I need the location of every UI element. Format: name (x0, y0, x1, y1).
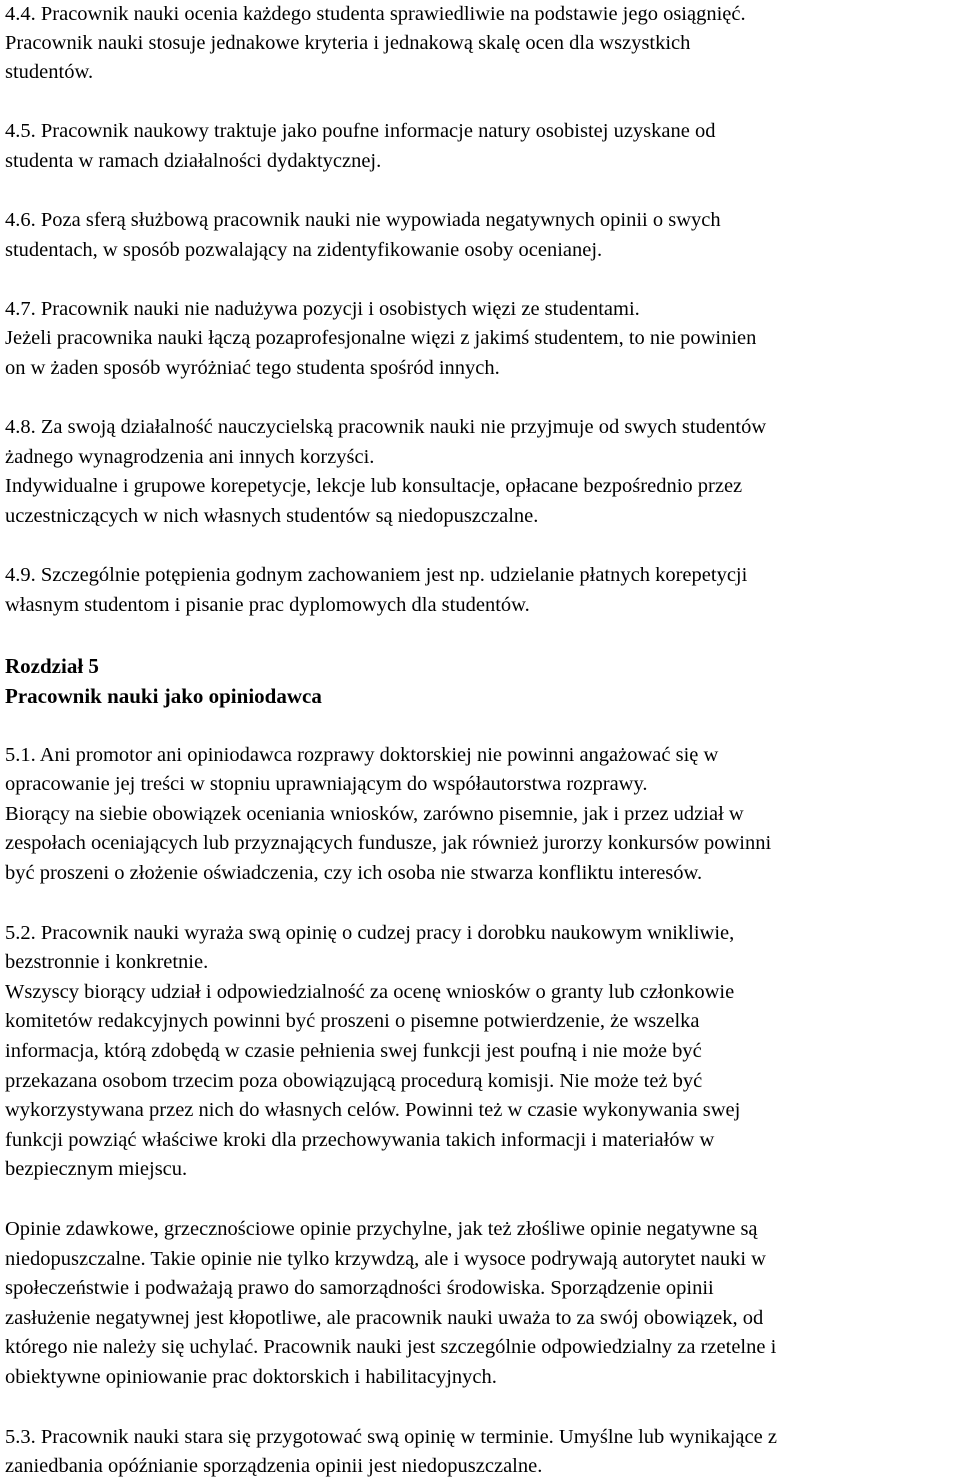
paragraph-line: Opinie zdawkowe, grzecznościowe opinie przychylne, jak też złośliwe opinie negatywne są (5, 1218, 758, 1240)
paragraph-line: funkcji powziąć właściwe kroki dla przechowywania takich informacji i materiałów w (5, 1129, 715, 1151)
paragraph-line: przekazana osobom trzecim poza obowiązującą procedurą komisji. Nie może też być (5, 1070, 703, 1092)
paragraph-line: społeczeństwie i podważają prawo do samorządności środowiska. Sporządzenie opinii (5, 1277, 714, 1299)
paragraph-line: studentów. (5, 61, 94, 83)
paragraph-line: 4.7. Pracownik nauki nie nadużywa pozycji i osobistych więzi ze studentami. (5, 298, 640, 320)
paragraph-line: komitetów redakcyjnych powinni być proszeni o pisemne potwierdzenie, że wszelka (5, 1010, 700, 1032)
paragraph-line: 5.1. Ani promotor ani opiniodawca rozprawy doktorskiej nie powinni angażować się w (5, 744, 719, 766)
paragraph-line: studenta w ramach działalności dydaktycznej. (5, 150, 382, 172)
paragraph-line: niedopuszczalne. Takie opinie nie tylko krzywdzą, ale i wysoce podrywają autorytet nauki w (5, 1248, 766, 1270)
paragraph-line: obiektywne opiniowanie prac doktorskich i habilitacyjnych. (5, 1366, 497, 1388)
paragraph-line: 5.2. Pracownik nauki wyraża swą opinię o cudzej pracy i dorobku naukowym wnikliwie, (5, 922, 735, 944)
chapter-title-heading: Pracownik nauki jako opiniodawca (5, 684, 322, 708)
paragraph-line: zasłużenie negatywnej jest kłopotliwe, ale pracownik nauki uważa to za swój obowiązek, od (5, 1307, 764, 1329)
paragraph-line: Jeżeli pracownika nauki łączą pozaprofesjonalne więzi z jakimś studentem, to nie powinien (5, 327, 757, 349)
paragraph-line: wykorzystywana przez nich do własnych celów. Powinni też w czasie wykonywania swej (5, 1099, 741, 1121)
paragraph-line: 5.3. Pracownik nauki stara się przygotować swą opinię w terminie. Umyślne lub wynikające z (5, 1426, 777, 1448)
paragraph-line: własnym studentom i pisanie prac dyplomowych dla studentów. (5, 594, 530, 616)
paragraph-line: być proszeni o złożenie oświadczenia, czy ich osoba nie stwarza konfliktu interesów. (5, 862, 703, 884)
paragraph-line: bezpiecznym miejscu. (5, 1158, 188, 1180)
paragraph-line: 4.5. Pracownik naukowy traktuje jako poufne informacje natury osobistej uzyskane od (5, 120, 716, 142)
paragraph-line: bezstronnie i konkretnie. (5, 951, 209, 973)
paragraph-line: 4.4. Pracownik nauki ocenia każdego studenta sprawiedliwie na podstawie jego osiągnięć. (5, 3, 746, 25)
paragraph-line: zaniedbania opóźnianie sporządzenia opinii jest niedopuszczalne. (5, 1455, 543, 1477)
chapter-number-heading: Rozdział 5 (5, 654, 99, 678)
paragraph-line: zespołach oceniających lub przyznających fundusze, jak również jurorzy konkursów powinni (5, 832, 772, 854)
paragraph-line: opracowanie jej treści w stopniu uprawniającym do współautorstwa rozprawy. (5, 773, 648, 795)
paragraph-line: uczestniczących w nich własnych studentów są niedopuszczalne. (5, 505, 539, 527)
paragraph-line: Wszyscy biorący udział i odpowiedzialność za ocenę wniosków o granty lub członkowie (5, 981, 735, 1003)
paragraph-line: 4.9. Szczególnie potępienia godnym zachowaniem jest np. udzielanie płatnych korepetycji (5, 564, 748, 586)
paragraph-line: on w żaden sposób wyróżniać tego studenta spośród innych. (5, 357, 500, 379)
paragraph-line: studentach, w sposób pozwalający na zidentyfikowanie osoby ocenianej. (5, 239, 603, 261)
paragraph-line: Pracownik nauki stosuje jednakowe kryteria i jednakową skalę ocen dla wszystkich (5, 32, 691, 54)
paragraph-line: informacja, którą zdobędą w czasie pełnienia swej funkcji jest poufną i nie może być (5, 1040, 702, 1062)
paragraph-line: żadnego wynagrodzenia ani innych korzyści. (5, 446, 375, 468)
paragraph-line: Indywidualne i grupowe korepetycje, lekcje lub konsultacje, opłacane bezpośrednio przez (5, 475, 743, 497)
paragraph-line: 4.6. Poza sferą służbową pracownik nauki nie wypowiada negatywnych opinii o swych (5, 209, 721, 231)
paragraph-line: 4.8. Za swoją działalność nauczycielską pracownik nauki nie przyjmuje od swych studentów (5, 416, 767, 438)
paragraph-line: którego nie należy się uchylać. Pracownik nauki jest szczególnie odpowiedzialny za rzetelne i (5, 1336, 777, 1358)
paragraph-line: Biorący na siebie obowiązek oceniania wniosków, zarówno pisemnie, jak i przez udział w (5, 803, 744, 825)
